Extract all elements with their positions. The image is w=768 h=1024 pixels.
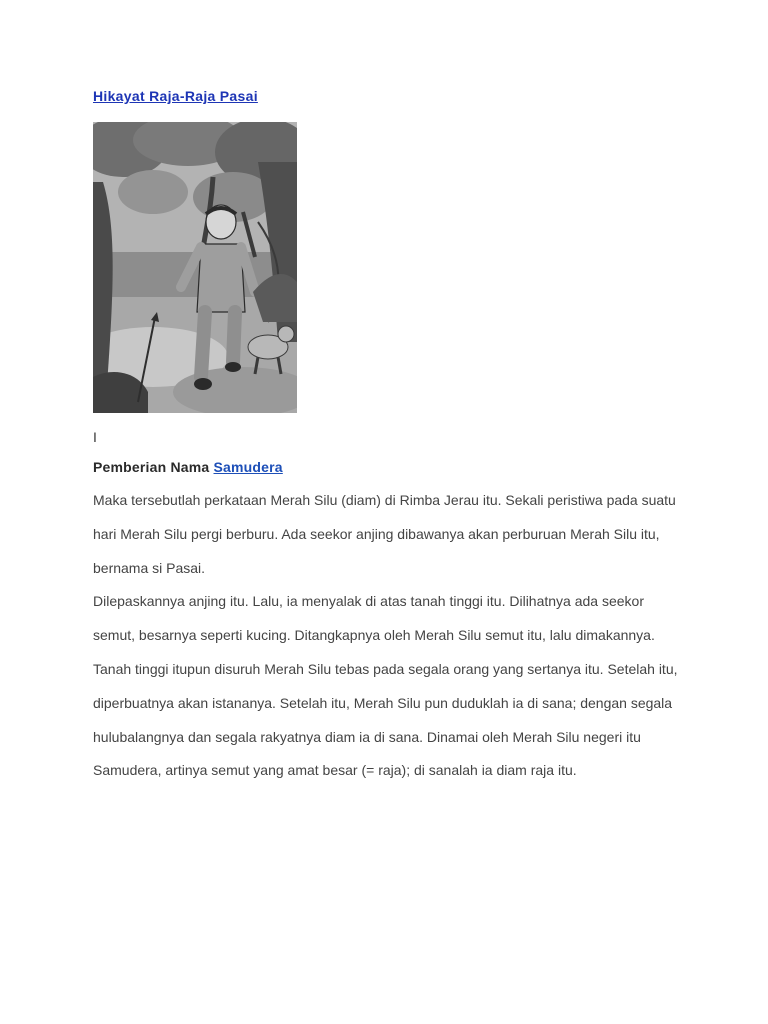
section-heading-text: Pemberian Nama xyxy=(93,459,214,475)
document-title-link[interactable]: Hikayat Raja-Raja Pasai xyxy=(93,88,258,104)
samudera-link[interactable]: Samudera xyxy=(213,459,283,475)
hunter-illustration xyxy=(93,122,297,413)
paragraph: Dilepaskannya anjing itu. Lalu, ia menyalak di atas tanah tinggi itu. Dilihatnya ada seekor semut, besarnya seperti kucing. Ditangkapnya oleh Merah Silu semut itu, lalu dimakannya. Tanah tinggi itupun disuruh Merah Silu tebas pada segala orang yang sertanya itu. Setelah itu, diperbuatnya akan istananya. Setelah itu, Merah Silu pun duduklah ia di sana; dengan segala hulubalangnya dan segala rakyatnya diam ia di sana. Dinamai oleh Merah Silu negeri itu Samudera, artinya semut yang amat besar (= raja); di sanalah ia diam raja itu. xyxy=(93,593,678,779)
stray-mark: I xyxy=(93,429,97,445)
story-body xyxy=(93,484,683,788)
section-heading xyxy=(93,457,693,477)
document-page xyxy=(93,86,693,788)
paragraph: Maka tersebutlah perkataan Merah Silu (diam) di Rimba Jerau itu. Sekali peristiwa pada suatu hari Merah Silu pergi berburu. Ada seekor anjing dibawanya akan perburuan Merah Silu itu, bernama si Pasai. xyxy=(93,492,676,576)
